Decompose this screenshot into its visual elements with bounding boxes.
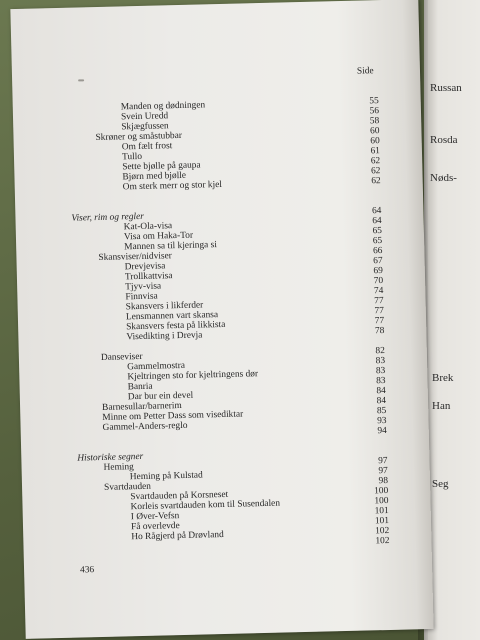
toc-entry-title: Få overlevde: [130, 521, 180, 533]
toc-entry-page: 56: [369, 106, 380, 117]
facing-word: Seg: [432, 478, 449, 490]
toc-entry-title: Bjørn med bjølle: [122, 170, 187, 183]
toc-entry-title: Skansvers i likferder: [125, 300, 204, 313]
toc-entry-page: 84: [376, 386, 386, 397]
toc-entry-title: Heming på Kulstad: [129, 470, 203, 483]
toc-entry-page: 93: [377, 416, 387, 427]
toc-entry-title: Lensmannen vart skansa: [125, 310, 219, 323]
toc-entry-title: Svartdauden på Korsneset: [130, 489, 229, 503]
toc-entry-page: 69: [373, 266, 383, 277]
toc-entry-title: Skrøner og småstubbar: [95, 130, 183, 144]
toc-entry-page: 77: [374, 316, 385, 327]
toc-entry-page: 60: [370, 136, 380, 147]
toc-entry-title: Visa om Haka-Tor: [123, 230, 194, 243]
toc-entry-page: 77: [374, 296, 384, 307]
toc-entry-page: 60: [369, 126, 380, 137]
toc-entry-page: 83: [376, 376, 386, 387]
toc-entry-page: 62: [370, 166, 381, 177]
toc-entry-title: Heming: [103, 462, 134, 473]
toc-entry-page: 100: [374, 495, 389, 507]
toc-entry-title: Skansvers festa på likkista: [126, 319, 226, 333]
toc-entry-page: 102: [375, 525, 390, 537]
toc-entry-page: 74: [373, 286, 384, 297]
toc-entry-page: 66: [372, 246, 383, 257]
toc-entry-title: Visedikting i Drevja: [126, 330, 203, 343]
page-column-header: Side: [356, 66, 374, 77]
toc-entry-page: 100: [374, 485, 389, 497]
toc-entry-page: 82: [375, 346, 385, 357]
facing-word: Han: [432, 400, 451, 412]
toc-entry-title: Tjyv-visa: [125, 281, 162, 293]
toc-entry-page: 97: [378, 455, 388, 467]
toc-entry-title: Korleis svartdauden kom til Susendalen: [130, 498, 281, 513]
toc-entry-page: 83: [375, 356, 386, 367]
toc-entry-title: Gammel-Anders-reglo: [102, 420, 188, 433]
toc-entry-title: Danseviser: [100, 351, 143, 363]
toc-entry-title: Tullo: [121, 151, 143, 163]
toc-entry-title: Minne om Petter Dass som visediktar: [102, 409, 244, 423]
facing-word: Brek: [432, 372, 454, 384]
toc-entry-title: Manden og dødningen: [120, 100, 206, 113]
toc-entry-title: Om sterk merr og stor kjel: [122, 179, 223, 193]
page-number: 436: [79, 565, 95, 576]
toc-section-heading: Viser, rim og regler: [71, 211, 144, 224]
facing-word: Rosda: [430, 134, 458, 146]
toc-entry-title: Om fælt frost: [121, 141, 173, 153]
toc-entry-page: 101: [374, 515, 390, 527]
toc-entry-title: Svartdauden: [103, 481, 152, 493]
toc-entry-page: 77: [374, 306, 384, 317]
toc-entry-title: Skansviser/nidviser: [98, 251, 173, 263]
page-speck: [78, 79, 84, 81]
toc-entry-page: 70: [373, 276, 384, 287]
toc-entry-title: Kjeltringen sto for kjeltringens dør: [127, 369, 259, 383]
toc-entry-title: Sette bjølle på gaupa: [122, 160, 201, 173]
toc-entry-page: 97: [378, 465, 388, 477]
toc-entry-title: Ho Rågjerd på Drøvland: [131, 530, 224, 543]
toc-entry-page: 62: [370, 156, 381, 167]
facing-word: Nøds-: [430, 172, 457, 184]
toc-entry-page: 67: [373, 256, 383, 267]
facing-word: Russan: [430, 82, 462, 94]
toc-entry-page: 55: [369, 96, 379, 107]
toc-entry-title: Trollkattvisa: [124, 271, 173, 283]
toc-entry-title: Drevjevisa: [124, 261, 166, 273]
toc-entry-page: 102: [375, 535, 390, 547]
toc-entry-title: Kat-Ola-visa: [123, 221, 173, 233]
toc-entry-page: 84: [376, 396, 387, 407]
toc-entry-title: Banria: [127, 381, 153, 393]
toc-section-heading: Historiske segner: [77, 451, 144, 464]
toc-entry-page: 65: [372, 226, 383, 237]
book-page: [10, 0, 433, 639]
toc-entry-page: 65: [372, 236, 383, 247]
toc-entry-page: 62: [371, 176, 381, 187]
toc-entry-page: 64: [371, 206, 382, 217]
toc-entry-title: Barnesullar/barnerim: [102, 401, 182, 413]
toc-entry-page: 64: [372, 216, 382, 227]
toc-entry-title: Dar bur ein devel: [127, 390, 194, 403]
toc-entry-title: Mannen sa til kjeringa si: [124, 240, 218, 253]
toc-entry-title: Finnvisa: [125, 291, 158, 303]
toc-entry-title: Gammelmostra: [127, 360, 186, 373]
toc-entry-page: 94: [377, 426, 387, 437]
toc-entry-page: 58: [369, 116, 380, 127]
toc-entry-page: 78: [374, 326, 385, 337]
toc-entry-title: Skjægfussen: [121, 121, 169, 133]
toc-entry-page: 85: [376, 406, 387, 417]
toc-entry-page: 98: [378, 475, 389, 487]
toc-entry-title: Svein Uredd: [120, 111, 169, 123]
toc-entry-title: I Øver-Vefsn: [130, 511, 180, 523]
toc-entry-page: 61: [370, 146, 381, 157]
toc-entry-page: 83: [375, 366, 386, 377]
facing-page: [424, 0, 480, 640]
toc-entry-page: 101: [374, 505, 389, 517]
